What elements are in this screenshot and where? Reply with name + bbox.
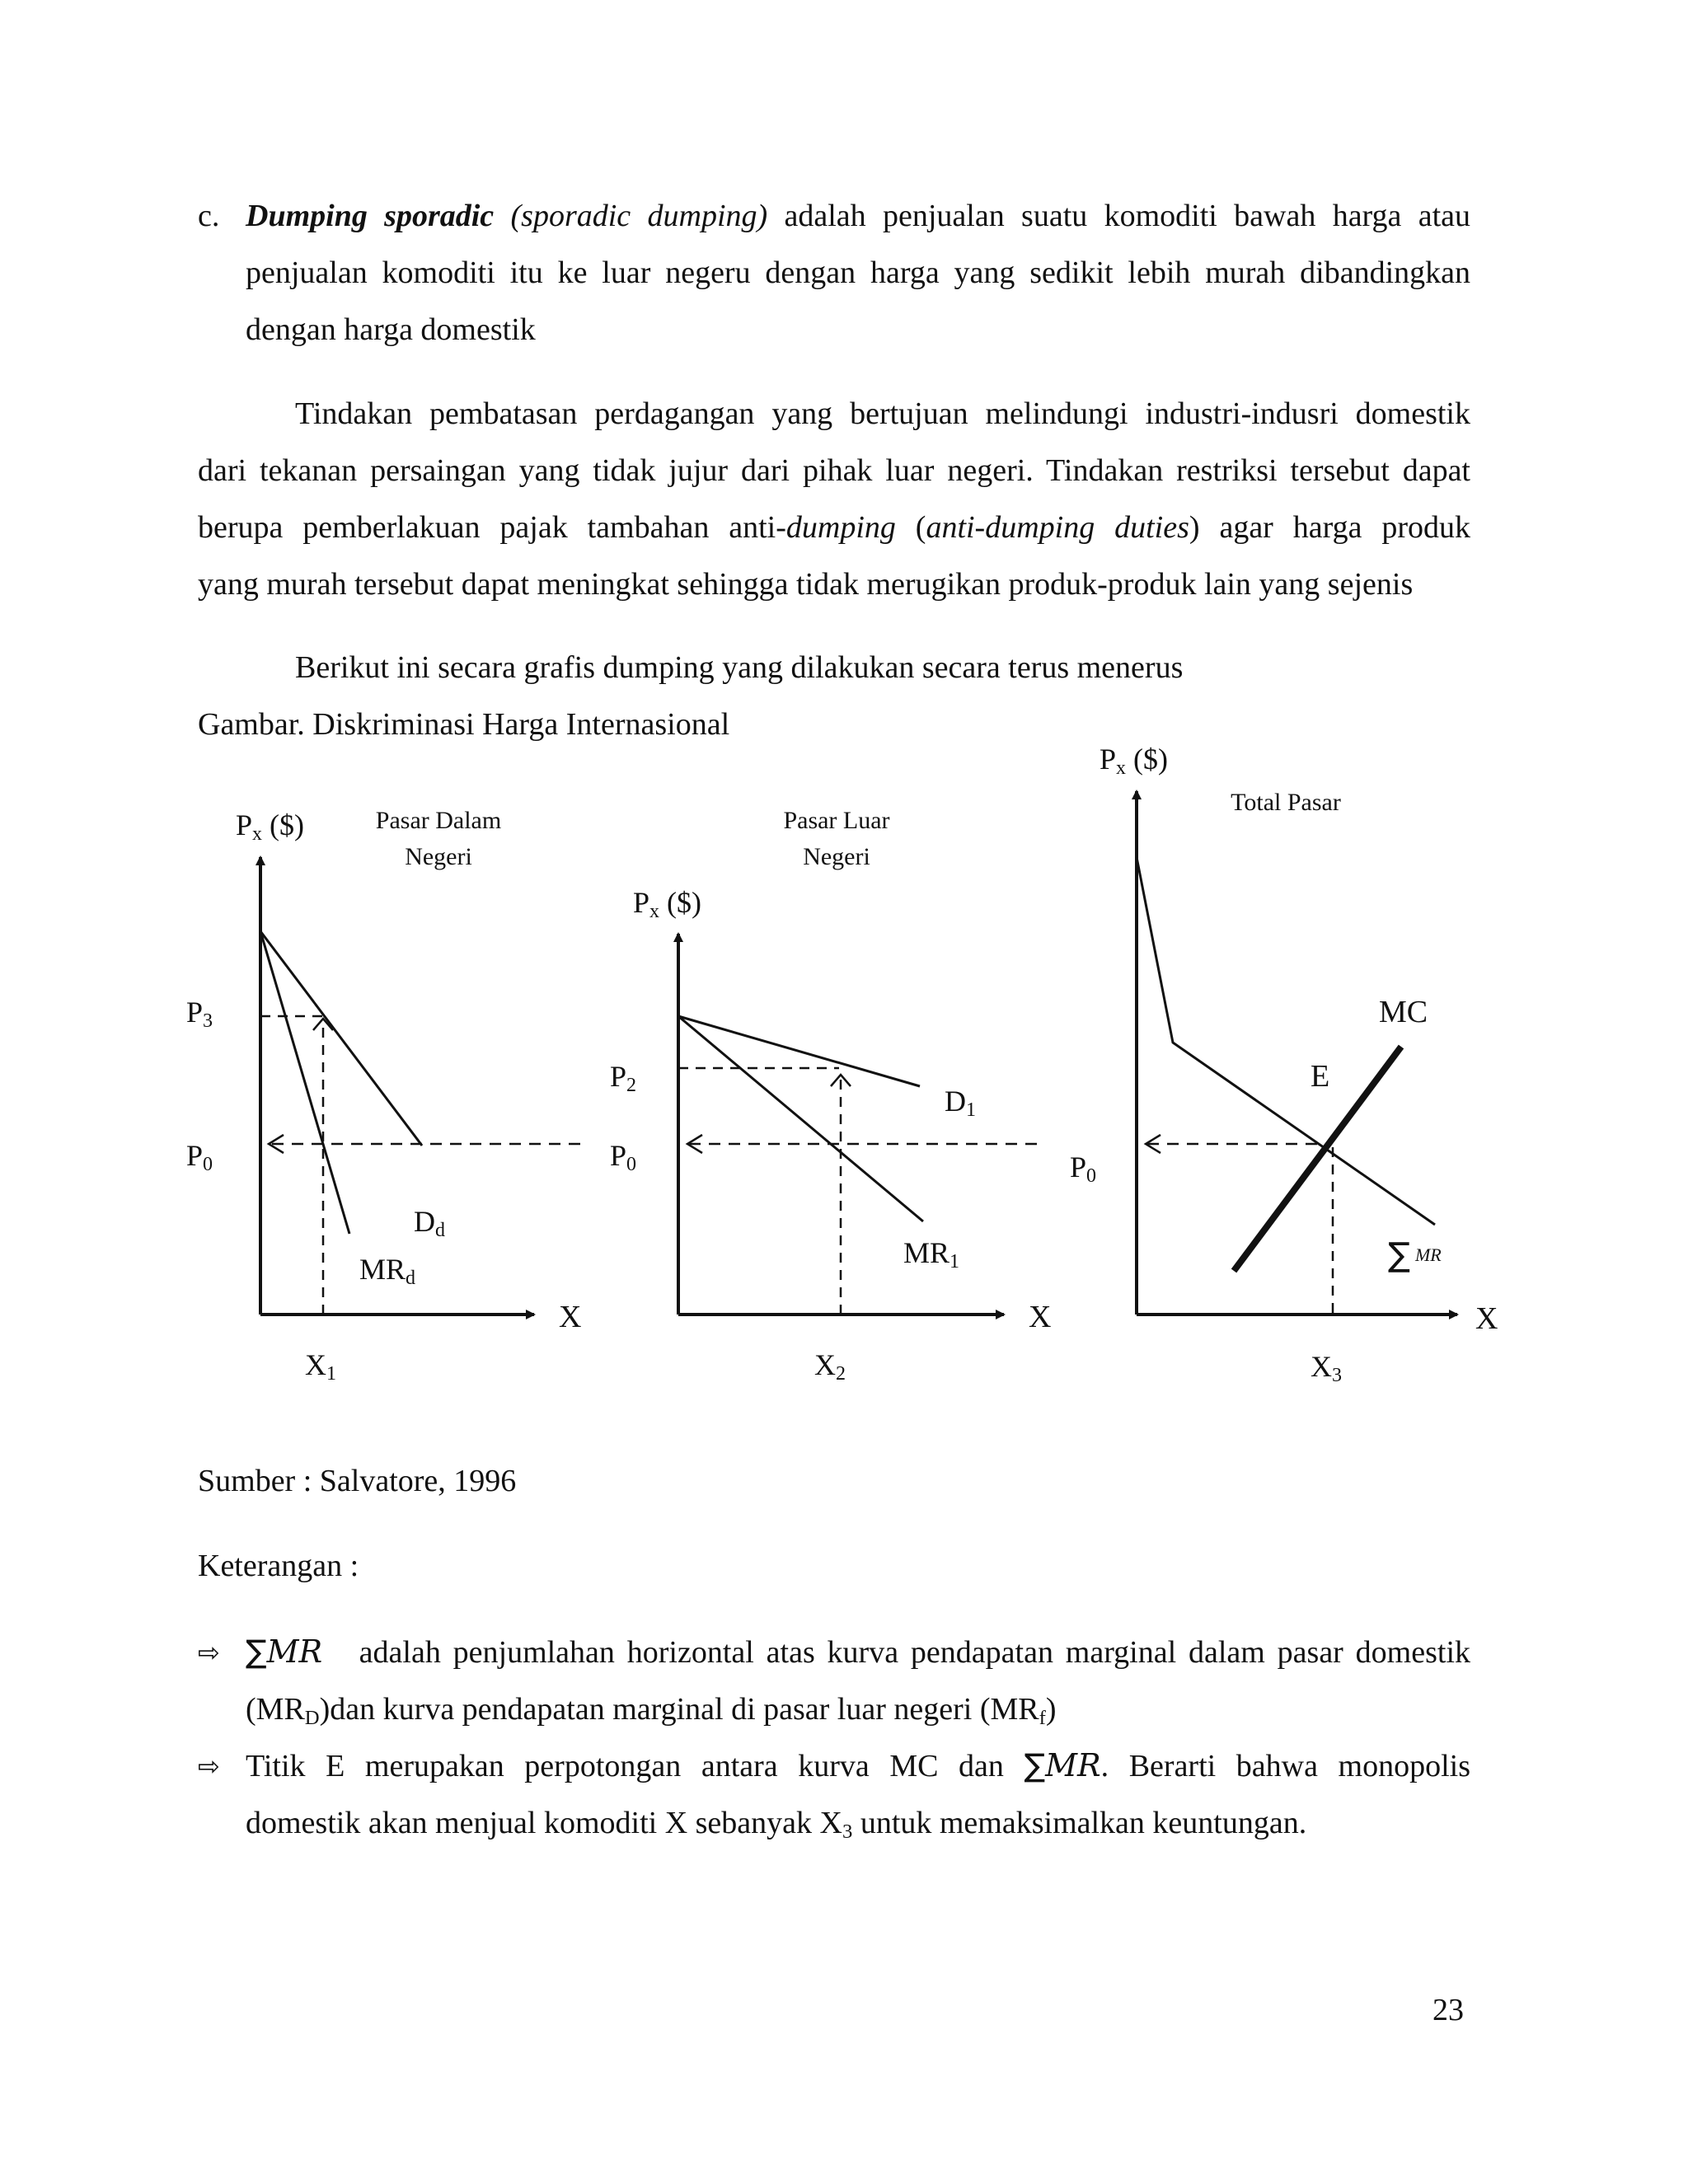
total-y-label: Px ($) xyxy=(1100,743,1169,779)
term-dumping-sporadic: Dumping sporadic xyxy=(246,199,495,233)
domestic-x1-label: X1 xyxy=(305,1348,336,1385)
b2-l1-b: . Berarti bahwa monopolis xyxy=(1100,1749,1470,1783)
total-x3-label: X3 xyxy=(1311,1350,1342,1386)
total-p0-label: P0 xyxy=(1070,1151,1097,1187)
p1-l3-dumping: dumping xyxy=(785,510,896,545)
paragraph-restriction-line-1: Tindakan pembatasan perdagangan yang bertujuan melindungi industri-indusri domestik xyxy=(295,396,1470,431)
p1-l3-e: ) agar harga produk xyxy=(1189,510,1470,545)
bullet-2-icon xyxy=(198,1737,220,1795)
foreign-mr-curve xyxy=(678,1016,923,1221)
domestic-x-axis-label: X xyxy=(559,1300,582,1334)
figure-source: Sumber : Salvatore, 1996 xyxy=(198,1464,517,1498)
total-sum-mr-curve xyxy=(1137,857,1435,1225)
foreign-x2-label: X2 xyxy=(814,1348,846,1385)
bullet-1-text: adalah penjumlahan horizontal atas kurva pendapatan marginal dalam pasar domestik xyxy=(359,1635,1470,1670)
item-c-line-1 xyxy=(246,188,1470,245)
b2-l2-b: untuk memaksimalkan keuntungan. xyxy=(852,1806,1307,1840)
domestic-title-line-2: Negeri xyxy=(405,843,472,870)
p1-l3-a: berupa pemberlakuan pajak tambahan anti- xyxy=(198,510,786,545)
b1-l2-sub-f: f xyxy=(1039,1707,1046,1730)
sigma-symbol: ∑ xyxy=(1024,1747,1046,1783)
item-c-line-1-text: adalah penjualan suatu komoditi bawah harga atau xyxy=(784,199,1471,233)
domestic-p3-label: P3 xyxy=(186,996,213,1032)
b1-l2-sub-d: D xyxy=(304,1707,320,1730)
item-c-paragraph xyxy=(246,188,1470,359)
term-sporadic-dumping: (sporadic dumping) xyxy=(510,199,768,233)
b2-l1-a: Titik E merupakan perpotongan antara kurva MC dan xyxy=(246,1749,1004,1783)
b2-l2-a: domestik akan menjual komoditi X sebanyak X xyxy=(246,1806,842,1840)
b1-l2-c: ) xyxy=(1045,1692,1057,1727)
bullet-equilibrium xyxy=(246,1737,1470,1852)
foreign-demand-curve xyxy=(678,1016,920,1086)
domestic-y-label: Px ($) xyxy=(236,808,305,845)
foreign-title-line-2: Negeri xyxy=(803,843,870,870)
domestic-mr-curve xyxy=(260,931,349,1234)
foreign-title-line-1: Pasar Luar xyxy=(783,807,890,834)
foreign-mr-label: MR1 xyxy=(903,1236,960,1272)
domestic-title-line-1: Pasar Dalam xyxy=(375,807,502,834)
p1-l3-c: ( xyxy=(895,510,926,545)
paragraph-restriction-line-2: dari tekanan persaingan yang tidak jujur dari pihak luar negeri. Tindakan restriksi tersebut dapat xyxy=(198,453,1470,488)
arrow-right-icon: ⇨ xyxy=(198,1637,220,1668)
page-number: 23 xyxy=(1432,1993,1464,2027)
domestic-demand-label: Dd xyxy=(414,1205,445,1241)
foreign-x-axis-label: X xyxy=(1029,1300,1052,1334)
domestic-demand-curve xyxy=(260,931,422,1146)
figure-caption: Gambar. Diskriminasi Harga Internasional xyxy=(198,707,730,742)
item-c-line-2: penjualan komoditi itu ke luar negeru dengan harga yang sedikit lebih murah dibandingkan xyxy=(246,255,1470,290)
bullet-1-icon xyxy=(198,1624,220,1681)
panel-domestic-market xyxy=(186,807,587,1385)
paragraph-restriction-line-3 xyxy=(198,499,1470,556)
paragraph-graph-intro: Berikut ini secara grafis dumping yang dilakukan secara terus menerus xyxy=(295,650,1184,685)
paragraph-restriction-line-4: yang murah tersebut dapat meningkat sehingga tidak merugikan produk-produk lain yang sejenis xyxy=(198,567,1414,602)
arrow-right-icon: ⇨ xyxy=(198,1750,220,1782)
bullet-2-line-1 xyxy=(246,1737,1470,1795)
total-sum-mr-label: ∑ MR xyxy=(1388,1236,1442,1274)
foreign-p0-label: P0 xyxy=(610,1139,637,1175)
b1-l2-b: )dan kurva pendapatan marginal di pasar luar negeri (MR xyxy=(319,1692,1039,1727)
item-c-marker: c. xyxy=(198,199,220,233)
domestic-mr-label: MRd xyxy=(359,1253,416,1289)
sigma-symbol: ∑ xyxy=(246,1633,267,1670)
price-discrimination-figure xyxy=(0,725,1688,1409)
domestic-p0-label: P0 xyxy=(186,1139,213,1175)
panel-total-market xyxy=(1070,743,1498,1386)
foreign-demand-label: D1 xyxy=(945,1085,976,1121)
p1-l3-anti-dumping-duties: anti-dumping duties xyxy=(926,510,1189,545)
total-mc-label: MC xyxy=(1379,995,1428,1029)
item-c-line-3: dengan harga domestik xyxy=(246,312,536,347)
keterangan-heading: Keterangan : xyxy=(198,1549,359,1583)
foreign-y-label: Px ($) xyxy=(633,886,702,922)
foreign-p2-label: P2 xyxy=(610,1060,637,1096)
total-x-axis-label: X xyxy=(1475,1301,1498,1336)
panel-foreign-market xyxy=(610,807,1051,1385)
total-title: Total Pasar xyxy=(1231,789,1341,816)
bullet-1-line-2 xyxy=(246,1681,1470,1738)
b1-l2-a: (MR xyxy=(246,1692,305,1727)
total-equilibrium-e-label: E xyxy=(1311,1059,1330,1094)
mr-symbol: MR xyxy=(266,1633,323,1670)
mr-symbol: MR xyxy=(1045,1747,1101,1783)
b2-l2-sub: 3 xyxy=(842,1821,853,1844)
bullet-sum-mr xyxy=(246,1624,1470,1738)
bullet-2-line-2 xyxy=(246,1795,1470,1852)
paragraph-restriction xyxy=(198,386,1470,613)
bullet-1-line-1 xyxy=(246,1624,1470,1681)
